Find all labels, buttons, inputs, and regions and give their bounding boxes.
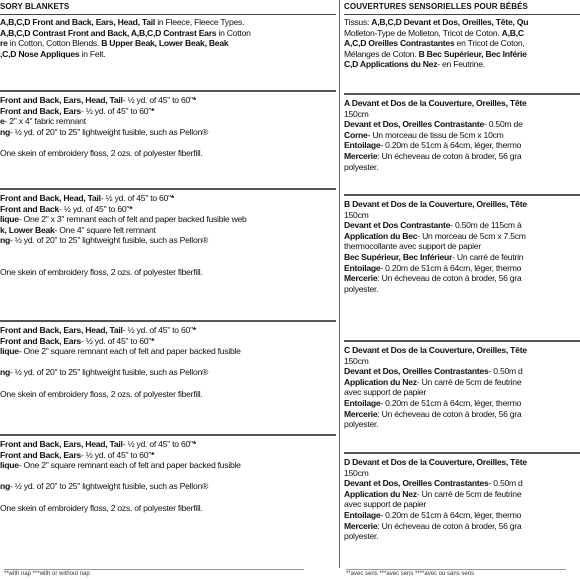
english-section-a bbox=[0, 90, 336, 189]
text-line: Mercerie: Un écheveau de coton à broder, 56 gra bbox=[344, 520, 522, 531]
text-line: Entoilage- 0.20m de 51cm à 64cm, léger, thermo bbox=[344, 397, 522, 408]
text-line: Application du Nez- Un carré de 5cm de feutrine bbox=[344, 488, 522, 499]
text-line: Front and Back, Ears, Head, Tail- ½ yd. of 45" to 60"* bbox=[0, 439, 196, 449]
text-line: Devant et Dos Contrastante- 0.50m de 115cm à bbox=[344, 220, 522, 231]
french-intro bbox=[344, 17, 580, 81]
text-line: polyester. bbox=[344, 419, 379, 430]
text-line: avec support de papier bbox=[344, 387, 426, 398]
text-line: One skein of embroidery floss, 2 ozs. of polyester fiberfill. bbox=[0, 267, 203, 278]
text-line: ng- ½ yd. of 20" to 25" lightweight fusible, such as Pellon® bbox=[0, 126, 209, 137]
text-line: Devant et Dos, Oreilles Contrastante- 0.50m de bbox=[344, 119, 523, 130]
text-line: lique- One 2" square remnant each of felt and paper backed fusible bbox=[0, 346, 241, 357]
text-line: C,D Applications du Nez- en Feutrine. bbox=[344, 59, 485, 70]
text-line: Front and Back- ½ yd. of 45" to 60"* bbox=[0, 203, 133, 214]
text-line: 150cm bbox=[344, 209, 369, 220]
text-line: 150cm bbox=[344, 467, 369, 478]
french-section-a bbox=[344, 93, 580, 196]
french-section-b bbox=[344, 194, 580, 341]
text-line: lique- One 2" square remnant each of felt and paper backed fusible bbox=[0, 460, 241, 471]
english-section-c bbox=[0, 320, 336, 435]
text-line: C Devant et Dos de la Couverture, Oreilles, Tête bbox=[344, 345, 527, 355]
text-line: One skein of embroidery floss, 2 ozs. of polyester fiberfill. bbox=[0, 147, 203, 158]
text-line: Front and Back, Ears- ½ yd. of 45" to 60"* bbox=[0, 335, 155, 346]
text-line: Mercerie: Un écheveau de coton à broder, 56 gra bbox=[344, 408, 522, 419]
text-line: A Devant et Dos de la Couverture, Oreilles, Tête bbox=[344, 98, 527, 108]
text-line: Entoilage- 0.20m de 51cm à 64cm, léger, thermo bbox=[344, 140, 522, 151]
text-line bbox=[0, 492, 336, 503]
text-line: avec support de papier bbox=[344, 499, 426, 510]
text-line: polyester. bbox=[344, 161, 379, 172]
text-line: polyester. bbox=[344, 531, 379, 542]
text-line: 150cm bbox=[344, 108, 369, 119]
text-line: e- 2" x 4" fabric remnant bbox=[0, 116, 86, 127]
text-line: One skein of embroidery floss, 2 ozs. of polyester fiberfill. bbox=[0, 502, 203, 513]
english-section-b bbox=[0, 188, 336, 321]
french-section-c bbox=[344, 340, 580, 453]
text-line: ng- ½ yd. of 20" to 25" lightweight fusible, such as Pellon® bbox=[0, 367, 209, 378]
text-line bbox=[0, 257, 336, 268]
text-line: ng- ½ yd. of 20" to 25" lightweight fusible, such as Pellon® bbox=[0, 481, 209, 492]
text-line: ng- ½ yd. of 20" to 25" lightweight fusible, such as Pellon® bbox=[0, 235, 209, 246]
text-line: Mercerie: Un écheveau de coton à broder, 56 gra bbox=[344, 273, 522, 284]
text-line: Devant et Dos, Oreilles Contrastantes- 0.50m d bbox=[344, 478, 523, 489]
text-line: A,B,C,D Front and Back, Ears, Head, Tail in Fleece, Fleece Types. bbox=[0, 17, 245, 27]
text-line: Front and Back, Ears, Head, Tail- ½ yd. of 45" to 60"* bbox=[0, 95, 196, 105]
text-line: ,C,D Nose Appliques in Felt. bbox=[0, 48, 106, 59]
english-section-d bbox=[0, 434, 336, 563]
text-line: Front and Back, Ears- ½ yd. of 45" to 60"* bbox=[0, 449, 155, 460]
text-line: Application du Nez- Un carré de 5cm de feutrine bbox=[344, 376, 522, 387]
text-line: D Devant et Dos de la Couverture, Oreilles, Tête bbox=[344, 457, 527, 467]
text-line: Devant et Dos, Oreilles Contrastantes- 0.50m d bbox=[344, 366, 523, 377]
text-line bbox=[0, 137, 336, 148]
french-footnote: **avec sens ***avec sens ****avec ou sans sens bbox=[346, 569, 566, 577]
text-line: 150cm bbox=[344, 355, 369, 366]
english-header: SORY BLANKETS bbox=[0, 1, 336, 15]
text-line: Front and Back, Ears- ½ yd. of 45" to 60"* bbox=[0, 105, 155, 116]
text-line: Entoilage- 0.20m de 51cm à 64cm, léger, thermo bbox=[344, 262, 522, 273]
text-line bbox=[0, 471, 336, 482]
text-line: Tissus: A,B,C,D Devant et Dos, Oreilles, Tête, Qu bbox=[344, 17, 529, 27]
text-line: Front and Back, Head, Tail- ½ yd. of 45" to 60"* bbox=[0, 193, 175, 203]
text-line: Mercerie: Un écheveau de coton à broder, 56 gra bbox=[344, 150, 522, 161]
text-line: Entoilage- 0.20m de 51cm à 64cm, léger, thermo bbox=[344, 509, 522, 520]
text-line: A,C,D Oreilles Contrastantes en Tricot de Coton, bbox=[344, 38, 525, 49]
french-column bbox=[344, 0, 580, 580]
text-line: Corne- Un morceau de tissu de 5cm x 10cm bbox=[344, 129, 504, 140]
text-line bbox=[0, 378, 336, 389]
english-footnote: **with nap ***with or without nap bbox=[4, 569, 304, 577]
text-line: re in Cotton, Cotton Blends. B Upper Beak, Lower Beak, Beak bbox=[0, 38, 229, 49]
text-line: lique- One 2" x 3" remnant each of felt and paper backed fusible web bbox=[0, 214, 247, 225]
text-line: Molleton-Type de Molleton, Tricot de Coton. A,B,C bbox=[344, 27, 524, 38]
text-line bbox=[0, 246, 336, 257]
french-section-d bbox=[344, 452, 580, 565]
french-header: COUVERTURES SENSORIELLES POUR BÉBÉS bbox=[344, 1, 580, 15]
column-divider bbox=[339, 0, 340, 568]
text-line: k, Lower Beak- One 4" square felt remnant bbox=[0, 224, 156, 235]
text-line: Bec Supérieur, Bec Inférieur- Un carré de feutrin bbox=[344, 251, 524, 262]
text-line: polyester. bbox=[344, 283, 379, 294]
text-line: A,B,C,D Contrast Front and Back, A,B,C,D Contrast Ears in Cotton bbox=[0, 27, 251, 38]
english-intro bbox=[0, 17, 336, 75]
text-line: One skein of embroidery floss, 2 ozs. of polyester fiberfill. bbox=[0, 388, 203, 399]
text-line bbox=[0, 357, 336, 368]
text-line: B Devant et Dos de la Couverture, Oreilles, Tête bbox=[344, 199, 527, 209]
text-line: Mélanges de Coton. B Bec Supérieur, Bec Inférie bbox=[344, 48, 527, 59]
text-line: Application du Bec- Un morceau de 5cm x 7.5cm bbox=[344, 230, 526, 241]
text-line: thermocollante avec support de papier bbox=[344, 241, 481, 252]
text-line: Front and Back, Ears, Head, Tail- ½ yd. of 45" to 60"* bbox=[0, 325, 196, 335]
